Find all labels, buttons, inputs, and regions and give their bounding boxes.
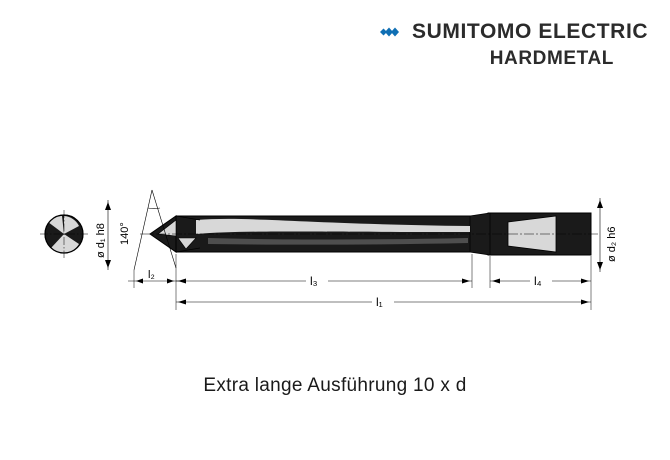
- diameter-d2-dimension: [597, 198, 618, 272]
- length-l2-dimension: [128, 254, 182, 288]
- logo-primary-row: [378, 20, 649, 44]
- d1-label: ø d₁ h8: [95, 223, 107, 258]
- sumitomo-diamond-icon: [378, 23, 404, 41]
- technical-drawing: [0, 150, 670, 350]
- length-l4-dimension: [490, 256, 591, 288]
- figure-caption: Extra lange Ausführung 10 x d: [203, 375, 467, 396]
- l3-label: l₃: [310, 274, 318, 288]
- company-logo: [378, 20, 649, 70]
- end-view-group: [40, 210, 88, 258]
- drill-body-group: [140, 213, 600, 255]
- point-angle-label: 140°: [119, 222, 131, 245]
- d2-label: ø d₂ h6: [606, 226, 618, 262]
- l1-label: l₁: [376, 295, 383, 309]
- l4-label: l₄: [534, 274, 542, 288]
- brand-name: SUMITOMO ELECTRIC: [412, 20, 649, 43]
- length-l3-dimension: [176, 254, 472, 288]
- l2-label: l₂: [148, 269, 155, 281]
- diameter-d1-dimension: [95, 200, 111, 270]
- brand-subname: HARDMETAL: [489, 48, 614, 69]
- length-l1-dimension: [176, 288, 591, 310]
